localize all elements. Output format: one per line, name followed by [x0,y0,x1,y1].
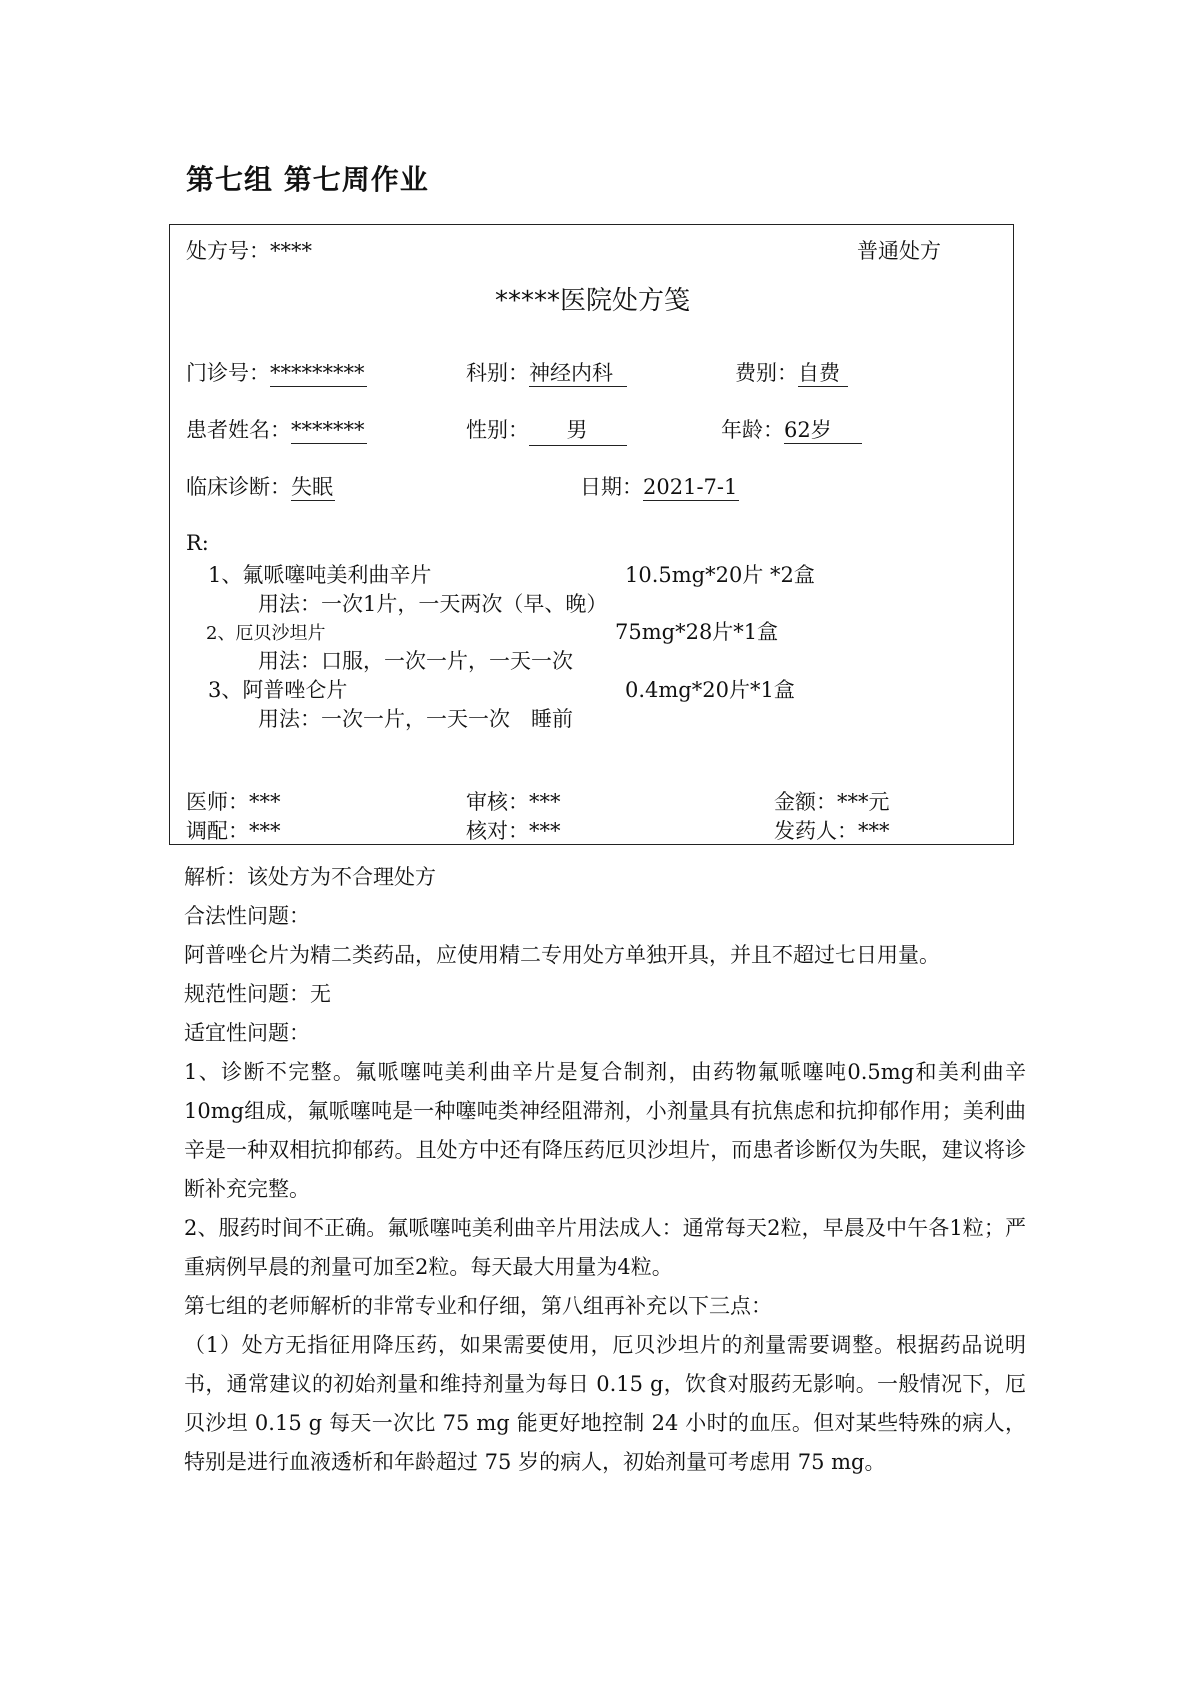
drug-name-1: 1、氟哌噻吨美利曲辛片 [208,563,432,587]
checker-signature: 核对：*** [466,819,561,843]
prescription-type: 普通处方 [857,239,941,263]
group8-intro: 第七组的老师解析的非常专业和仔细，第八组再补充以下三点： [184,1294,772,1318]
prescription-number-value: **** [270,239,312,263]
patient-name-label: 患者姓名： [186,418,291,442]
date-value: 2021-7-1 [643,475,738,499]
legality-heading: 合法性问题： [184,904,310,928]
clinic-number-value: ********* [270,361,365,385]
diagnosis-label: 临床诊断： [186,475,291,499]
patient-sex-value: 男 [529,414,627,446]
issuer-signature: 发药人：*** [774,819,890,843]
clinic-number-label: 门诊号： [186,361,270,385]
patient-age-label: 年龄： [721,418,784,442]
fee-type-value: 自费 [798,361,848,387]
department [466,357,627,387]
patient-name-value: ******* [291,418,365,442]
dispenser-signature: 调配：*** [186,819,281,843]
rx-symbol: R: [186,531,209,555]
reviewer-signature: 审核：*** [466,790,561,814]
department-label: 科别： [466,361,529,385]
date-label: 日期： [580,475,643,499]
diagnosis-value: 失眠 [291,475,333,499]
prescription-title: *****医院处方笺 [494,286,690,316]
suitability-heading: 适宜性问题： [184,1021,310,1045]
patient-sex [466,414,627,446]
drug-usage-3: 用法：一次一片，一天一次 睡前 [258,707,573,731]
prescription-number-label: 处方号： [186,239,270,263]
fee-type [735,357,848,387]
drug-usage-2: 用法：口服，一次一片，一天一次 [258,649,573,673]
diagnosis [186,471,335,501]
analysis-conclusion: 解析：该处方为不合理处方 [184,865,436,889]
drug-usage-1: 用法：一次1片，一天两次（早、晚） [258,592,608,616]
clinic-number [186,357,367,387]
amount: 金额：***元 [774,790,890,814]
legality-text: 阿普唑仑片为精二类药品，应使用精二专用处方单独开具，并且不超过七日用量。 [184,943,940,967]
suitability-point-1: 1、诊断不完整。氟哌噻吨美利曲辛片是复合制剂，由药物氟哌噻吨0.5mg和美利曲辛10mg组成，氟哌噻吨是一种噻吨类神经阻滞剂，小剂量具有抗焦虑和抗抑郁作用；美利曲辛是一种双相抗抑郁药。且处方中还有降压药厄贝沙坦片，而患者诊断仅为失眠，建议将诊断补充完整。 [184,1060,1026,1201]
drug-spec-2: 75mg*28片*1盒 [615,620,779,644]
patient-age [721,414,862,444]
doctor-signature: 医师：*** [186,790,281,814]
group8-point-1: （1）处方无指征用降压药，如果需要使用，厄贝沙坦片的剂量需要调整。根据药品说明书，通常建议的初始剂量和维持剂量为每日 0.15 g，饮食对服药无影响。一般情况下，厄贝沙坦 0.15 g 每天一次比 75 mg 能更好地控制 24 小时的血压。但对某些特殊的病人，特别是进行血液透析和年龄超过 75 岁的病人，初始剂量可考虑用 75 mg。 [184,1333,1026,1474]
department-value: 神经内科 [529,361,627,387]
standard-heading: 规范性问题：无 [184,982,331,1006]
prescription-number [186,235,312,265]
drug-name-3: 3、阿普唑仑片 [208,678,348,702]
page-heading: 第七组 第七周作业 [186,163,429,196]
prescription-form [169,224,1014,845]
drug-name-2: 2、厄贝沙坦片 [206,623,326,644]
patient-name [186,414,367,444]
fee-type-label: 费别： [735,361,798,385]
analysis-section [184,858,1026,1482]
prescription-date [580,471,739,501]
patient-age-value: 62岁 [784,418,862,444]
drug-spec-1: 10.5mg*20片 *2盒 [625,563,815,587]
patient-sex-label: 性别： [466,418,529,442]
suitability-point-2: 2、服药时间不正确。氟哌噻吨美利曲辛片用法成人：通常每天2粒，早晨及中午各1粒；严重病例早晨的剂量可加至2粒。每天最大用量为4粒。 [184,1216,1026,1279]
drug-spec-3: 0.4mg*20片*1盒 [625,678,795,702]
